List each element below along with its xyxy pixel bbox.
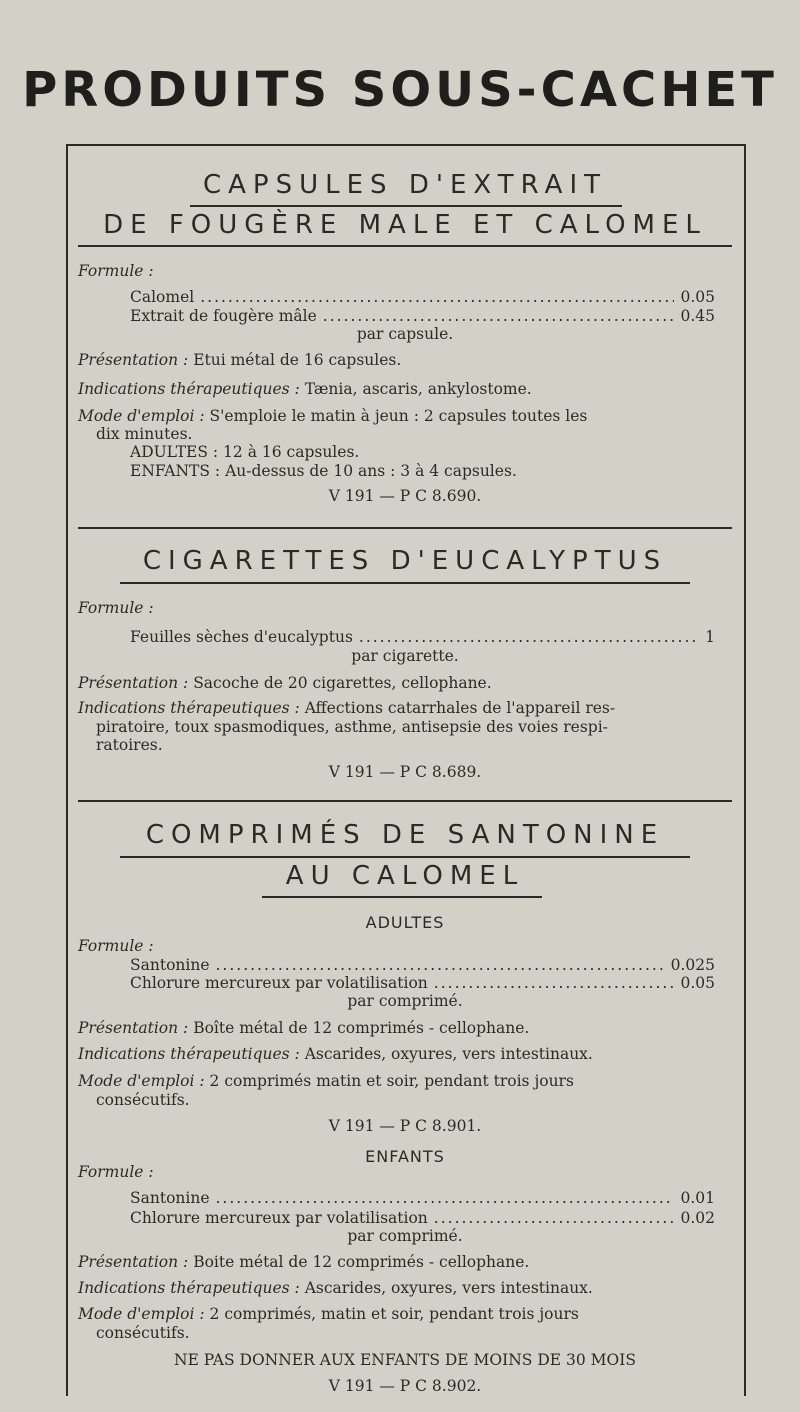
mode-text-cont: consécutifs.: [96, 1324, 190, 1342]
section-divider: [78, 800, 732, 802]
formule-label: Formule :: [78, 937, 154, 955]
indications-text: Affections catarrhales de l'appareil res-: [304, 699, 616, 717]
indications-line: [78, 699, 615, 717]
mode-line: [78, 407, 587, 425]
indications-label: Indications thérapeutiques :: [78, 380, 300, 398]
reference-code: V 191 — P C 8.901.: [328, 1117, 482, 1135]
title-underline: [120, 582, 690, 584]
presentation-label: Présentation :: [78, 1019, 189, 1037]
indications-text-cont: ratoires.: [96, 736, 163, 754]
ingredient-value: 0.05: [680, 288, 715, 306]
indications-text: Ascarides, oxyures, vers intestinaux.: [304, 1045, 593, 1063]
ingredient-value: 0.025: [670, 956, 715, 974]
per-unit: par comprimé.: [347, 992, 463, 1010]
presentation-line: [78, 674, 492, 692]
presentation-text: Sacoche de 20 cigarettes, cellophane.: [193, 674, 492, 692]
indications-text: Tænia, ascaris, ankylostome.: [304, 380, 532, 398]
section-divider: [78, 527, 732, 529]
mode-text: S'emploie le matin à jeun : 2 capsules toutes les: [209, 407, 588, 425]
ingredient-name: Chlorure mercureux par volatilisation: [130, 1209, 428, 1227]
dosage-adultes: ADULTES : 12 à 16 capsules.: [130, 443, 360, 461]
presentation-text: Boîte métal de 12 comprimés - cellophane.: [193, 1019, 530, 1037]
section-subtitle-capsules: DE FOUGÈRE MALE ET CALOMEL: [103, 210, 707, 240]
indications-label: Indications thérapeutiques :: [78, 699, 300, 717]
ingredient-name: Santonine: [130, 956, 210, 974]
title-underline: [262, 896, 542, 898]
presentation-label: Présentation :: [78, 1253, 189, 1271]
formula-row: [130, 628, 715, 646]
presentation-line: [78, 1253, 529, 1271]
formula-row: [130, 307, 715, 325]
formula-row: [130, 1189, 715, 1207]
presentation-text: Boite métal de 12 comprimés - cellophane.: [193, 1253, 530, 1271]
indications-line: [78, 1279, 593, 1297]
page-title: PRODUITS SOUS-CACHET: [22, 62, 778, 118]
subsection-adultes: ADULTES: [365, 913, 445, 932]
ingredient-name: Chlorure mercureux par volatilisation: [130, 974, 428, 992]
presentation-line: [78, 351, 401, 369]
mode-text: 2 comprimés matin et soir, pendant trois jours: [209, 1072, 574, 1090]
section-title-cigarettes: CIGARETTES D'EUCALYPTUS: [142, 546, 668, 576]
mode-label: Mode d'emploi :: [78, 1072, 205, 1090]
mode-text-cont: dix minutes.: [96, 425, 193, 443]
section-title-capsules: CAPSULES D'EXTRAIT: [202, 170, 607, 200]
indications-label: Indications thérapeutiques :: [78, 1045, 300, 1063]
ingredient-name: Calomel: [130, 288, 195, 306]
mode-label: Mode d'emploi :: [78, 407, 205, 425]
formule-label: Formule :: [78, 599, 154, 617]
ingredient-value: 0.05: [680, 974, 715, 992]
indications-line: [78, 1045, 593, 1063]
section-subtitle-santonine: AU CALOMEL: [285, 861, 525, 891]
ingredient-name: Santonine: [130, 1189, 210, 1207]
formule-label: Formule :: [78, 1163, 154, 1181]
per-unit: par cigarette.: [351, 647, 459, 665]
indications-line: [78, 380, 532, 398]
subsection-enfants: ENFANTS: [365, 1147, 445, 1166]
indications-text-cont: piratoire, toux spasmodiques, asthme, antisepsie des voies respi-: [96, 718, 608, 736]
reference-code: V 191 — P C 8.690.: [328, 487, 482, 505]
formula-row: [130, 974, 715, 992]
indications-label: Indications thérapeutiques :: [78, 1279, 300, 1297]
ingredient-name: Extrait de fougère mâle: [130, 307, 317, 325]
presentation-label: Présentation :: [78, 351, 189, 369]
reference-code: V 191 — P C 8.902.: [328, 1377, 482, 1395]
formula-row: [130, 956, 715, 974]
ingredient-value: 0.02: [680, 1209, 715, 1227]
mode-label: Mode d'emploi :: [78, 1305, 205, 1323]
presentation-text: Etui métal de 16 capsules.: [193, 351, 402, 369]
ingredient-value: 1: [705, 628, 715, 646]
mode-text: 2 comprimés, matin et soir, pendant trois jours: [209, 1305, 579, 1323]
section-divider: [78, 245, 732, 247]
mode-line: [78, 1072, 574, 1090]
ingredient-value: 0.01: [680, 1189, 715, 1207]
title-underline: [190, 205, 622, 207]
indications-text: Ascarides, oxyures, vers intestinaux.: [304, 1279, 593, 1297]
title-underline: [120, 856, 690, 858]
per-unit: par capsule.: [356, 325, 454, 343]
section-title-santonine: COMPRIMÉS DE SANTONINE: [145, 820, 665, 850]
ingredient-name: Feuilles sèches d'eucalyptus: [130, 628, 353, 646]
mode-text-cont: consécutifs.: [96, 1091, 190, 1109]
per-unit: par comprimé.: [347, 1227, 463, 1245]
formule-label: Formule :: [78, 262, 154, 280]
dosage-enfants: ENFANTS : Au-dessus de 10 ans : 3 à 4 capsules.: [130, 462, 517, 480]
warning-text: NE PAS DONNER AUX ENFANTS DE MOINS DE 30 MOIS: [174, 1351, 636, 1369]
presentation-label: Présentation :: [78, 674, 189, 692]
formula-row: [130, 288, 715, 306]
mode-line: [78, 1305, 579, 1323]
reference-code: V 191 — P C 8.689.: [328, 763, 482, 781]
formula-row: [130, 1209, 715, 1227]
ingredient-value: 0.45: [680, 307, 715, 325]
presentation-line: [78, 1019, 529, 1037]
